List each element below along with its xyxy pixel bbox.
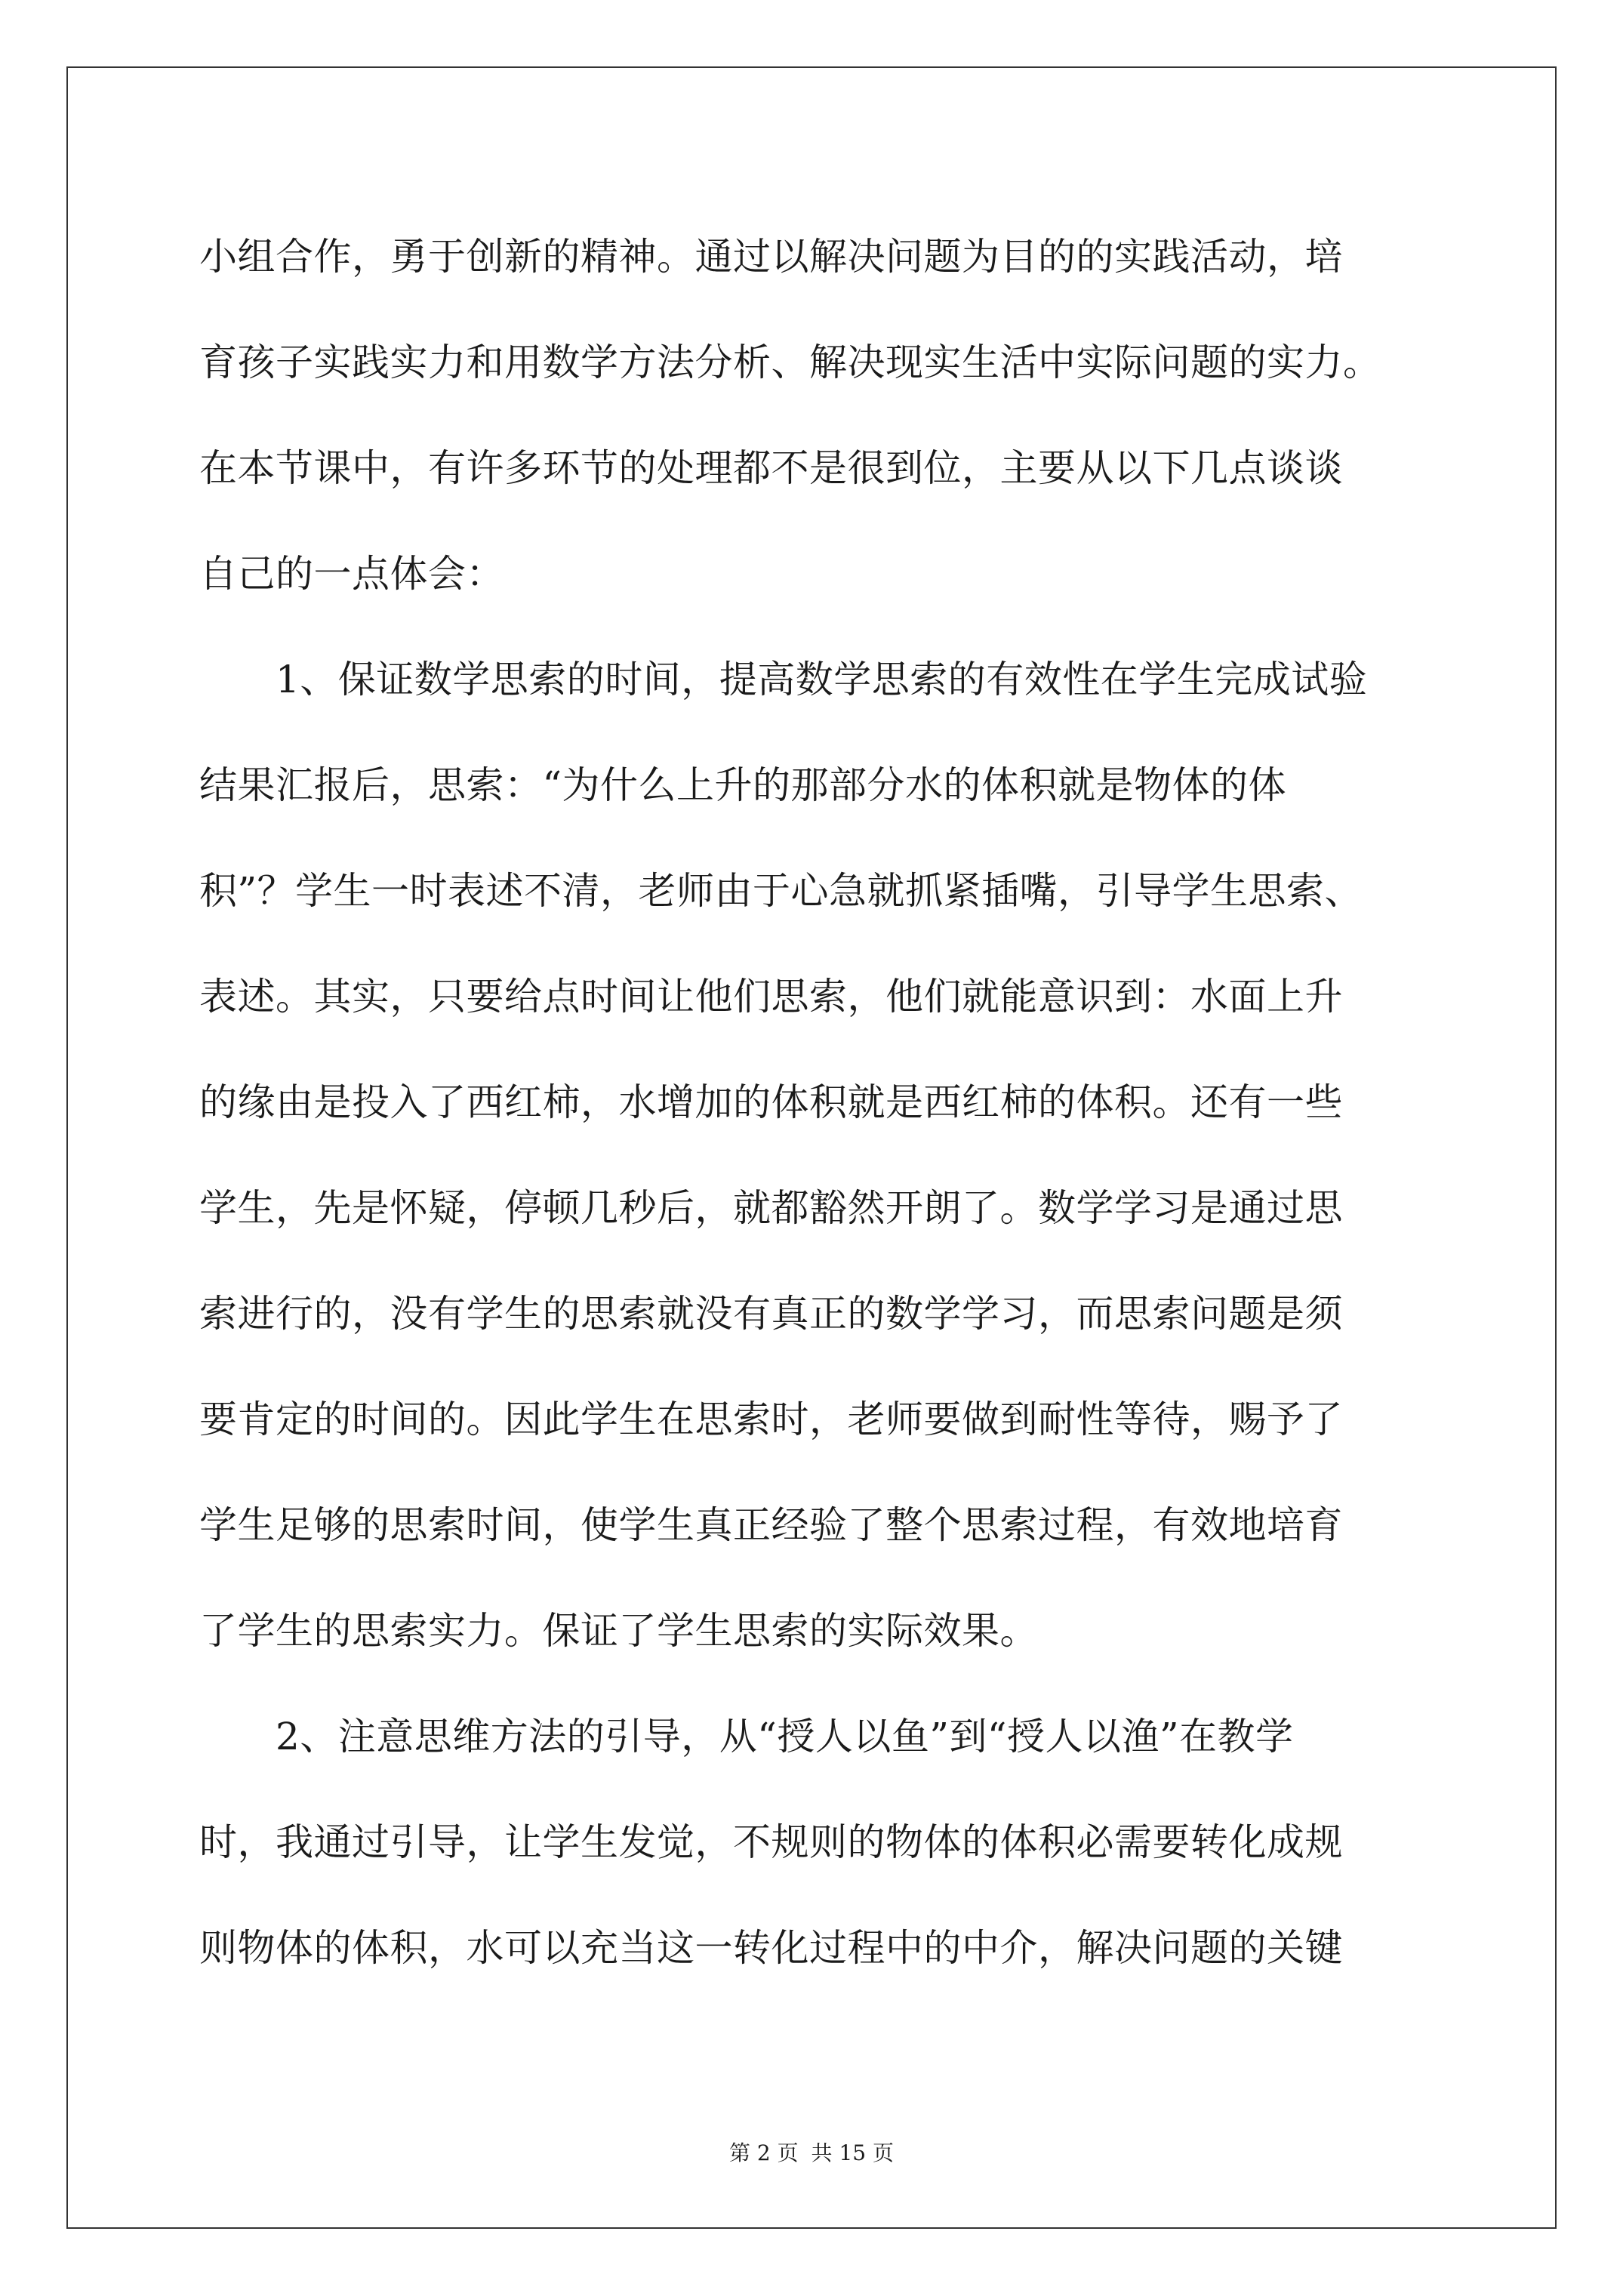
text-line: 在本节课中，有许多环节的处理都不是很到位，主要从以下几点谈谈 bbox=[199, 446, 1343, 490]
text-line: 自己的一点体会： bbox=[199, 552, 504, 596]
page-footer bbox=[0, 2138, 1623, 2168]
page-number: 第 2 页 bbox=[729, 2140, 799, 2165]
text-line: 育孩子实践实力和用数学方法分析、解决现实生活中实际问题的实力。 bbox=[199, 341, 1381, 384]
text-line: 2、注意思维方法的引导，从“授人以鱼”到“授人以渔”在教学 bbox=[199, 1715, 1294, 1758]
text-line: 表述。其实，只要给点时间让他们思索，他们就能意识到：水面上升 bbox=[199, 975, 1343, 1019]
text-line: 结果汇报后，思索：“为什么上升的那部分水的体积就是物体的体 bbox=[199, 763, 1287, 807]
text-line: 学生，先是怀疑，停顿几秒后，就都豁然开朗了。数学学习是通过思 bbox=[199, 1186, 1343, 1230]
text-line: 了学生的思索实力。保证了学生思索的实际效果。 bbox=[199, 1609, 1038, 1653]
text-line: 时，我通过引导，让学生发觉，不规则的物体的体积必需要转化成规 bbox=[199, 1820, 1343, 1864]
text-line: 学生足够的思索时间，使学生真正经验了整个思索过程，有效地培育 bbox=[199, 1503, 1343, 1547]
total-pages: 共 15 页 bbox=[811, 2140, 894, 2165]
text-line: 1、保证数学思索的时间，提高数学思索的有效性在学生完成试验 bbox=[199, 658, 1368, 701]
text-line: 积”？学生一时表述不清，老师由于心急就抓紧插嘴，引导学生思索、 bbox=[199, 869, 1363, 913]
text-line: 索进行的，没有学生的思索就没有真正的数学学习，而思索问题是须 bbox=[199, 1292, 1343, 1336]
text-line: 小组合作，勇于创新的精神。通过以解决问题为目的的实践活动，培 bbox=[199, 235, 1343, 279]
text-line: 则物体的体积，水可以充当这一转化过程中的中介，解决问题的关键 bbox=[199, 1926, 1343, 1970]
text-line: 要肯定的时间的。因此学生在思索时，老师要做到耐性等待，赐予了 bbox=[199, 1398, 1343, 1441]
document-body bbox=[199, 204, 1431, 2001]
text-line: 的缘由是投入了西红柿，水增加的体积就是西红柿的体积。还有一些 bbox=[199, 1080, 1343, 1124]
